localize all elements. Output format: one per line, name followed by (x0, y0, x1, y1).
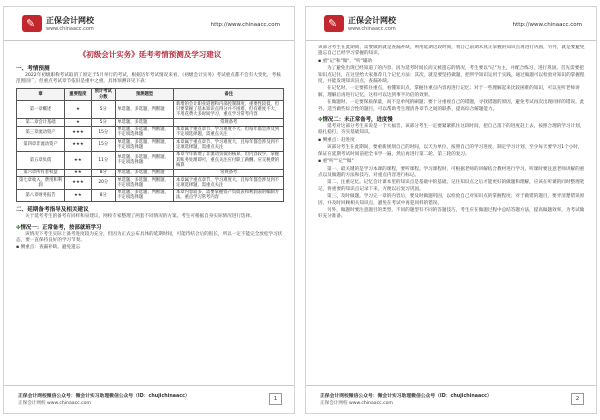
cell-score: 20分 (91, 176, 115, 189)
paragraph: 该部分考生在此期间，需要做的就是查漏补缺，利用延期这段时间，将自己前期未真正掌握的知识点再进行巩固，另外，就是要避免遗忘自己已经学习掌握的知识。 (318, 45, 585, 57)
cell-types: 单选题、多选题、判断题、不定项选择题 (115, 126, 174, 139)
cell-stars: ★★ (65, 151, 92, 169)
tip-heading: ▪ 重"听""记""做" (318, 159, 354, 165)
cell-stars: ★★ (65, 189, 92, 202)
forecast-table (16, 88, 284, 202)
brand-logo: ✎ (22, 15, 42, 32)
cell-score: 8分 (91, 189, 115, 202)
cell-note: 本章属于重点章节，学习难度不大，但每年都会涉及到不定项选择题，需重点关注 (174, 126, 284, 139)
brand-url-small: www.chinaacc.com (46, 26, 94, 32)
cell-note: 常规备考 (174, 119, 284, 126)
col-header: 重要程度 (65, 88, 92, 101)
cell-note: 本章内容较多，需要掌握资产负债表和利润表的编制方法，重点学习常考内容 (174, 189, 284, 202)
page-header (306, 7, 596, 41)
cell-stars: ★ (65, 119, 92, 126)
col-header: 预测题型 (115, 88, 174, 101)
cell-types: 单选题、多选题 (115, 119, 174, 126)
situation-1-heading (16, 223, 284, 231)
cell-chapter: 第六章所有者权益 (17, 169, 65, 176)
section-heading-advice: 二、延期备考指导及相关建议 (16, 207, 89, 214)
cell-chapter: 第四章非流动资产 (17, 139, 65, 152)
situation-1-text: 该情况下考生实际上备考进度较为充分，但因为正式公布具体的延期时间，可能待结合后的很长，所以一定不能完全放松学习状态，要一直保持良好的学习节奏。 (16, 231, 283, 243)
page-body (16, 45, 284, 385)
advice-intro: 关于延考考生的备考有同样和泉建议，网校专家整理了两套不同情况的方案。考生可根据自身实际情况进行选择。 (25, 214, 255, 220)
page-number: 1 (269, 393, 282, 405)
cell-chapter: 第一章概述 (17, 101, 65, 119)
header-url[interactable]: http://www.chinaacc.com (210, 22, 280, 28)
tip-heading: ▪ 重"记"和"做"，"听"辅助 (318, 58, 373, 64)
cell-note: 新增的会计职业道德和内部控制制度、重要性较低，但只要掌握了基本知识点得分并不困难，但有难度不大，不用花费大多时间学习，重点学习常考内容 (174, 101, 284, 119)
paragraph: 延考对这部分考生来说是一个大福音，该部分考生一定要紧紧抓住这段时间，把自己落下的进度赶上去，按照合理的学习计划，稳扎稳打，夯实基础知识。 (318, 124, 585, 136)
cell-types: 单选题、多选题、判断题、不定项选择题 (115, 176, 174, 189)
cell-stars: ★★★ (65, 176, 92, 189)
cell-types: 单选题、多选题、判断题 (115, 101, 174, 119)
paragraph: 在做题时，一定要保质保量，而不是单纯的刷题；要十分重视自己的错题，寻找错题的原因，避免考试再次出现同样的错误。此外，适当做些综合性的题目，可以帮助考生理清各章节之间的联系，提高综合解题能力。 (318, 100, 585, 112)
document-title: 《初级会计实务》延考考情预测及学习建议 (78, 50, 222, 59)
brand-logo: ✎ (324, 15, 344, 32)
paragraph: 该部分考生在此期间，要重新规划自己的时间，以天为单位，按照自己的学习进度，制定学习计划，至少每天要学习1个小时，保证在延期考试时间前把全书学一遍，然后再进行第二轮、第三轮的复习。 (318, 145, 583, 157)
paragraph: 第三、及时做题。学习完一章的内容后，要及时做题巩固，以检验自己对知识点的掌握程度；对于做错的题目，要弄清楚错误原因，并及时回顾相关知识点，避免在考试中再犯同样的错误。 (318, 194, 585, 206)
paragraph: 在记忆时，一定要抓住重点，看懂知识点，掌握住重点内容再进行记忆；对于一些理解起来比较困难的知识，可以先听老师讲解，理解后再进行记忆，这样可以达到事半功倍的效果。 (318, 86, 580, 98)
table-row (17, 119, 284, 126)
table-row (17, 139, 284, 152)
cell-types: 单选题、多选题、判断题、不定项选择题 (115, 139, 174, 152)
table-row (17, 176, 284, 189)
brand-url-small: www.chinaacc.com (348, 26, 396, 32)
brand-name: 正保会计网校 (46, 16, 94, 25)
cell-score: 8分 (91, 169, 115, 176)
cell-score: 11分 (91, 151, 115, 169)
cell-note: 常规备考 (174, 169, 284, 176)
col-header: 章 (17, 88, 65, 101)
table-header-row (17, 88, 284, 101)
cell-types: 单选题、多选题、判断题、不定项选择题 (115, 189, 174, 202)
cell-note: 本章属于重点章节，学习难度大，且每年都会涉及到不定项选择题，需重点关注 (174, 176, 284, 189)
situation-2-heading (318, 115, 586, 123)
cell-stars: ★★★ (65, 139, 92, 152)
situation-1-focus: ▪ 侧重点：查漏补缺、避免遗忘 (16, 245, 81, 251)
situation-1-title: 情况一：正常备考，按部就班学习 (20, 224, 102, 231)
header-url[interactable]: http://www.chinaacc.com (512, 22, 582, 28)
footer-site[interactable]: 正保会计网校 www.chinaacc.com (320, 401, 393, 406)
page-header (4, 7, 294, 41)
page-number: 2 (571, 393, 584, 405)
table-row (17, 151, 284, 169)
pin-icon: ✤ (16, 224, 21, 231)
cell-types: 单选题、多选题、判断题 (115, 169, 174, 176)
paragraph: 为了避免出现已经知道了的内容，因为延考时间长而又被遗忘的情况，考生要以"记"为主，并配合练习，进行巩固。首先需要把知识点记住，在这里给大家推荐几个记忆方法：其次，就是要坚持做题，把所学知识运用于实践，通过做题可以检验对知识的掌握程度，并能发现知识盲点，查漏补缺。 (318, 66, 585, 85)
cell-types: 单选题、多选题、判断题、不定项选择题 (115, 151, 174, 169)
pin-icon: ✤ (318, 117, 323, 124)
table-row (17, 169, 284, 176)
cell-chapter: 第八章财务报告 (17, 189, 65, 202)
page-body (318, 45, 586, 385)
paragraph: 另外，做题时要注意题目的类型，不同的题型有不同的答题技巧，考生应在做题过程中总结答题方法，提高做题效率，为考试做好充分准备。 (318, 207, 585, 220)
footer-wechat: 正保会计网校微信公众号：微会计实习助理微信公众号（ID：chujichinaacc） (18, 394, 190, 399)
cell-score: 15分 (91, 139, 115, 152)
cell-chapter: 第七章收入、费用和利润 (17, 176, 65, 189)
page-footer (306, 385, 596, 413)
brand-name: 正保会计网校 (348, 16, 396, 25)
cell-stars: ★★ (65, 169, 92, 176)
page-2 (305, 6, 597, 414)
cell-score: 15分 (91, 126, 115, 139)
cell-chapter: 第五章负债 (17, 151, 65, 169)
table-row (17, 126, 284, 139)
page-footer (4, 385, 294, 413)
paragraph: 第二、注重记忆。记忆会计课本里的知识点是基础中的基础，记住知识点之后才能更好的做题和理解，应该在听课的同时整理笔记，将重要的知识点记录下来，方便以后复习巩固。 (318, 180, 585, 192)
cell-score: 5分 (91, 119, 115, 126)
cell-note: 本章属于重点章节，学习难度大，且每年都会涉及到不定项选择题，需重点关注 (174, 139, 284, 152)
situation-2-focus: ▪ 侧重点：赶进度 (318, 137, 355, 143)
cell-stars: ★ (65, 101, 92, 119)
table-row (17, 189, 284, 202)
footer-site[interactable]: 正保会计网校 www.chinaacc.com (18, 401, 91, 406)
col-header: 预计考试分数 (91, 88, 115, 101)
situation-2-title: 情况二：未正常备考，进度慢 (322, 117, 393, 124)
table-row (17, 101, 284, 119)
cell-score: 5分 (91, 101, 115, 119)
footer-wechat: 正保会计网校微信公众号：微会计实习助理微信公众号（ID：chujichinaacc） (320, 394, 492, 399)
col-header: 备注 (174, 88, 284, 101)
paragraph: 第一、最关键的是学习本课的课程，要听课程。学习课程时，可根据老师的讲解结合教材进行学习，听课时要注意老师讲解的重点以及做题的方法和技巧，对重点内容进行标记。 (318, 166, 585, 178)
section-heading-forecast: 一、考情预测 (16, 66, 50, 72)
cell-chapter: 第二章会计基础 (17, 119, 65, 126)
cell-stars: ★★★ (65, 126, 92, 139)
page-1 (3, 6, 295, 414)
cell-note: 本章今年新增了非流动负债的核算，但内容较少，掌握其账务处理即可，重点关注应付职工薪酬、应交税费的核算 (174, 151, 284, 169)
cell-chapter: 第三章流动资产 (17, 126, 65, 139)
intro-paragraph: 2022年初级职称考试取消了原定于5月举行的考试，根据历年考试情况来看，《初级会计实务》考试重点都不会有大变化，考核范围固广，但重点考试章节依旧是重中之重。具体预测详见下表： (16, 73, 281, 85)
